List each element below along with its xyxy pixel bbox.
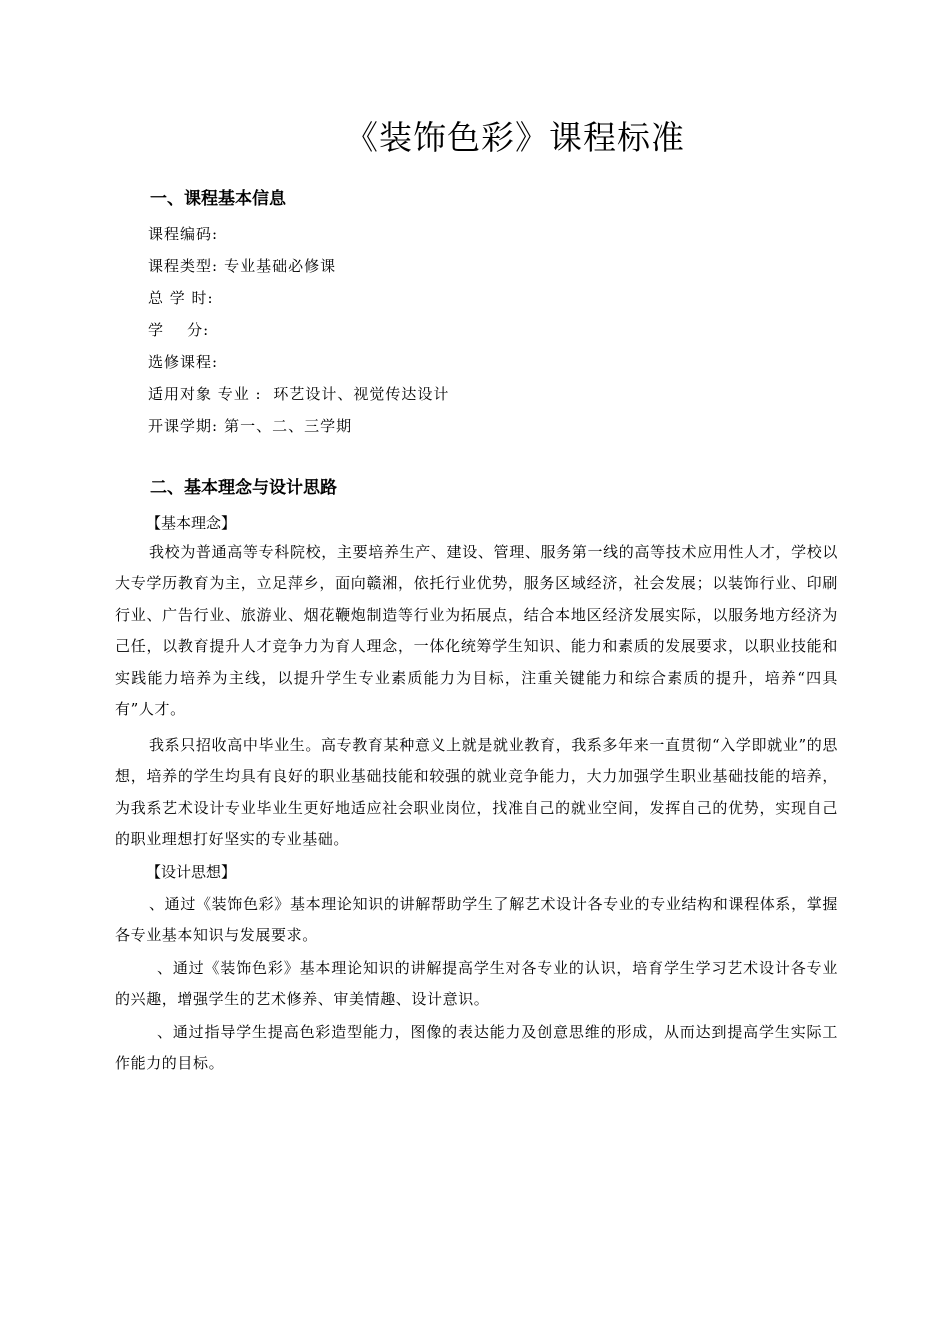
subheading-basic-concept: 【基本理念】 — [146, 514, 237, 532]
info-label: 总 学 时: — [148, 289, 214, 307]
info-course-type — [148, 255, 336, 277]
info-value: 专业基础必修课 — [224, 257, 337, 275]
subheading-design-idea: 【设计思想】 — [146, 863, 237, 881]
info-label: 选修课程: — [148, 353, 219, 371]
info-credits — [148, 319, 215, 341]
info-label: 开课学期: — [148, 417, 219, 435]
paragraph-design-2: 、通过《装饰色彩》基本理论知识的讲解提高学生对各专业的认识，培育学生学习艺术设计各专业的兴趣，增强学生的艺术修养、审美情趣、设计意识。 — [115, 959, 838, 1009]
info-course-code — [148, 223, 224, 245]
info-semester — [148, 415, 352, 437]
paragraph-design-3: 、通过指导学生提高色彩造型能力，图像的表达能力及创意思维的形成，从而达到提高学生实际工作能力的目标。 — [115, 1023, 838, 1073]
info-value: 环艺设计、视觉传达设计 — [267, 385, 450, 403]
document-title: 《装饰色彩》课程标准 — [345, 118, 685, 157]
info-label: 课程编码: — [148, 225, 219, 243]
section-heading-concept-design: 二、基本理念与设计思路 — [150, 478, 337, 498]
info-value: 第一、二、三学期 — [224, 417, 353, 435]
info-elective — [148, 351, 224, 373]
paragraph-concept-1: 我校为普通高等专科院校，主要培养生产、建设、管理、服务第一线的高等技术应用性人才，学校以大专学历教育为主，立足萍乡，面向赣湘，依托行业优势，服务区域经济，社会发展；以装饰行业、印刷行业、广告行业、旅游业、烟花鞭炮制造等行业为拓展点，结合本地区经济发展实际，以服务地方经济为己任，以教育提升人才竞争力为育人理念，一体化统筹学生知识、能力和素质的发展要求，以职业技能和实践能力培养为主线，以提升学生专业素质能力为目标，注重关键能力和综合素质的提升，培养“四具有”人才。 — [115, 543, 838, 719]
info-label: 课程类型: — [148, 257, 219, 275]
section-heading-basic-info: 一、课程基本信息 — [150, 189, 286, 209]
info-label: 学 分: — [148, 321, 210, 339]
info-target-major — [148, 383, 449, 405]
paragraph-design-1: 、通过《装饰色彩》基本理论知识的讲解帮助学生了解艺术设计各专业的专业结构和课程体系，掌握各专业基本知识与发展要求。 — [115, 895, 838, 945]
info-total-hours — [148, 287, 220, 309]
paragraph-concept-2: 我系只招收高中毕业生。高专教育某种意义上就是就业教育，我系多年来一直贯彻“入学即就业”的思想，培养的学生均具有良好的职业基础技能和较强的就业竞争能力，大力加强学生职业基础技能的培养，为我系艺术设计专业毕业生更好地适应社会职业岗位，找准自己的就业空间，发挥自己的优势，实现自己的职业理想打好坚实的专业基础。 — [115, 736, 838, 849]
info-label: 适用对象 专业 : — [148, 385, 262, 403]
